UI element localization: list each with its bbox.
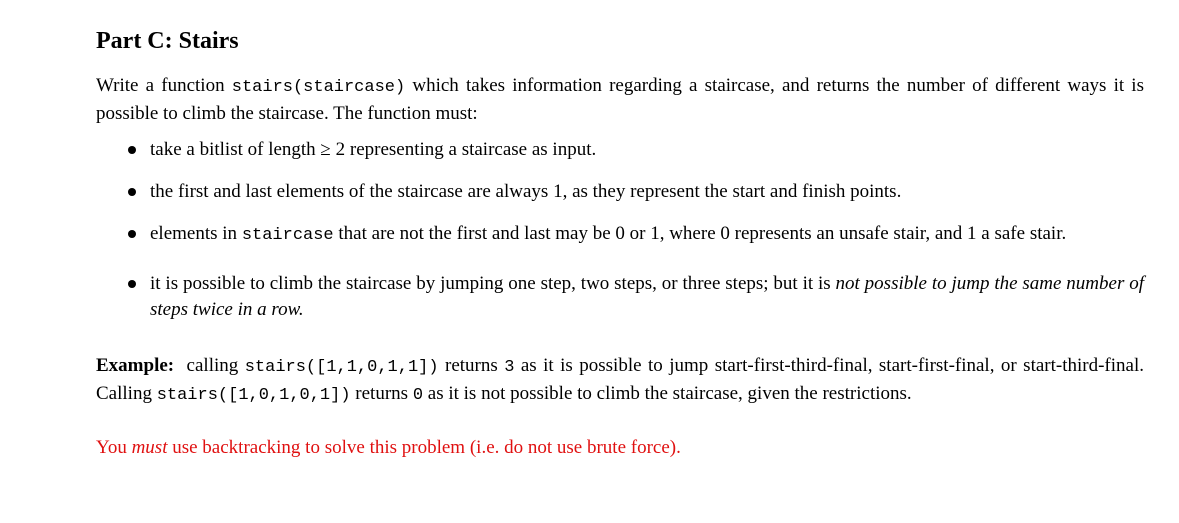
intro-text-1: Write a function xyxy=(96,75,232,96)
requirement-text-elements-2: that are not the first and last may be 0 or 1, where 0 represents an unsafe stair, and 1 a safe stair. xyxy=(333,223,1067,244)
requirement-emphasis-jumps: not possible to jump the same number of steps twice in a row. xyxy=(150,273,1144,320)
example-text-5: as it is not possible to climb the staircase, given the restrictions. xyxy=(423,383,912,404)
requirements-list xyxy=(96,137,1144,323)
bullet-icon xyxy=(128,230,136,238)
warning-emphasis: must xyxy=(131,437,168,458)
warning-text-1: You xyxy=(96,437,132,458)
example-text-3: as it is possible to jump start-first-third-final, start-first-final, or start-third-final. Calling xyxy=(96,355,1144,404)
bullet-icon xyxy=(128,280,136,288)
requirement-text-elements-1: elements in xyxy=(150,223,242,244)
intro-function-signature: stairs(staircase) xyxy=(231,78,406,97)
example-code-result-2: 0 xyxy=(412,386,424,405)
section-heading: Part C: Stairs xyxy=(96,28,239,54)
warning-text-2: use backtracking to solve this problem (i.e. do not use brute force). xyxy=(167,437,681,458)
example-code-result-1: 3 xyxy=(504,358,515,377)
bullet-icon xyxy=(128,146,136,154)
intro-text-2: which takes information regarding a staircase, and returns the number of different ways it is possible to climb the staircase. The function must: xyxy=(96,75,1144,124)
requirement-item-jumps xyxy=(128,271,1144,323)
example-text-1: calling xyxy=(180,355,245,376)
requirement-code-staircase: staircase xyxy=(241,226,334,245)
example-paragraph xyxy=(96,353,1144,409)
requirement-item-endpoints xyxy=(128,179,1144,205)
intro-paragraph xyxy=(96,73,1144,127)
example-code-call-1: stairs([1,1,0,1,1]) xyxy=(244,358,439,377)
document-page xyxy=(96,26,1144,480)
requirement-text-jumps-1: it is possible to climb the staircase by jumping one step, two steps, or three steps; but it is xyxy=(150,273,836,294)
backtracking-warning xyxy=(96,435,1144,461)
requirement-item-input xyxy=(128,137,1144,163)
bullet-icon xyxy=(128,188,136,196)
example-text-4: returns xyxy=(350,383,413,404)
example-label: Example: xyxy=(96,355,175,376)
requirement-text-endpoints: the first and last elements of the staircase are always 1, as they represent the start and finish points. xyxy=(150,181,902,202)
example-text-2: returns xyxy=(438,355,505,376)
requirement-item-elements xyxy=(128,221,1144,249)
example-code-call-2: stairs([1,0,1,0,1]) xyxy=(156,386,351,405)
requirement-text-input: take a bitlist of length ≥ 2 representing a staircase as input. xyxy=(150,139,597,160)
